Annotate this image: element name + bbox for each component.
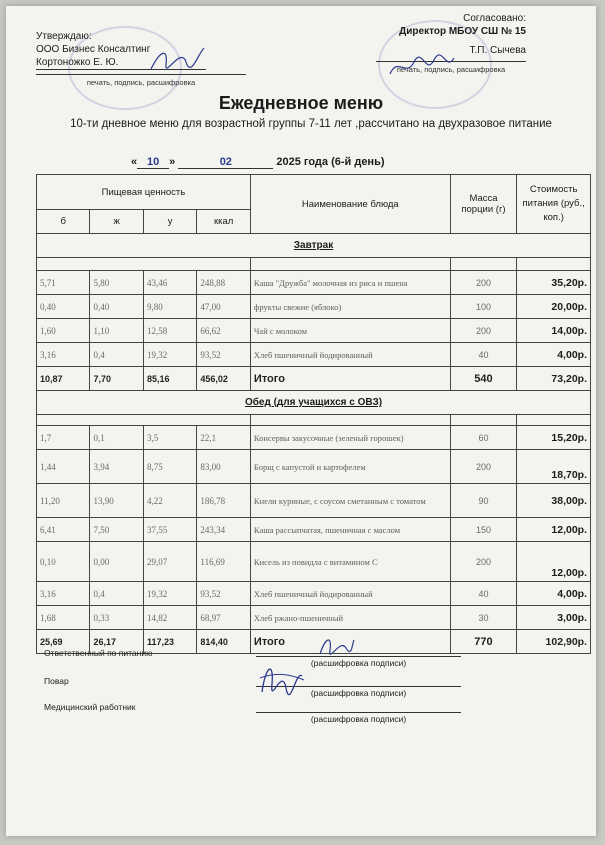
approval-sign-caption: печать, подпись, расшифровка (36, 74, 246, 89)
cell-zh: 1,10 (90, 319, 143, 343)
cell-mass: 200 (450, 450, 517, 484)
cell-u: 43,46 (143, 271, 196, 295)
table-row (37, 271, 591, 295)
page-subtitle: 10-ти дневное меню для возрастной группы 7-11 лет ,рассчитано на двухразовое питание (70, 118, 552, 130)
header-price: Стоимость питания (руб., коп.) (517, 175, 591, 234)
total-kcal: 814,40 (197, 630, 251, 654)
cell-dish: Борщ с капустой и картофелем (250, 450, 450, 484)
cell-b: 3,16 (37, 582, 90, 606)
cell-price: 38,00р. (517, 484, 591, 518)
cell-price: 4,00р. (517, 582, 591, 606)
approval-name: Кортоножко Е. Ю. (36, 56, 206, 70)
cell-kcal: 93,52 (197, 343, 251, 367)
footer-cook-decode: (расшифровка подписи) (256, 686, 461, 698)
cell-price: 12,00р. (517, 518, 591, 542)
cook-signature (256, 658, 306, 698)
cell-b: 11,20 (37, 484, 90, 518)
cell-b: 1,7 (37, 426, 90, 450)
cell-b: 0,40 (37, 295, 90, 319)
section-title: Завтрак (37, 234, 591, 258)
cell-mass: 30 (450, 606, 517, 630)
footer-medic: Медицинский работник (44, 702, 136, 712)
cell-u: 19,32 (143, 343, 196, 367)
cell-kcal: 248,88 (197, 271, 251, 295)
cell-zh: 13,90 (90, 484, 143, 518)
cell-kcal: 243,34 (197, 518, 251, 542)
footer-medic-decode: (расшифровка подписи) (256, 712, 461, 724)
agreement-heading: Согласовано: (463, 13, 526, 24)
total-row (37, 367, 591, 391)
menu-date: « 10 » 02 2025 года (6-й день) (131, 156, 385, 168)
agreement-name: Т.П. Сычева (469, 45, 526, 56)
header-dish: Наименование блюда (250, 175, 450, 234)
agreement-signature (386, 52, 456, 80)
cell-price: 18,70р. (517, 450, 591, 484)
menu-table (36, 174, 591, 654)
cell-mass: 90 (450, 484, 517, 518)
cell-mass: 200 (450, 271, 517, 295)
total-label: Итого (250, 367, 450, 391)
total-b: 25,69 (37, 630, 90, 654)
cell-kcal: 47,00 (197, 295, 251, 319)
total-b: 10,87 (37, 367, 90, 391)
cell-zh: 0,40 (90, 295, 143, 319)
header-u: у (143, 210, 196, 234)
cell-u: 19,32 (143, 582, 196, 606)
header-nutrition: Пищевая ценность (37, 175, 251, 210)
footer-responsible-decode: (расшифровка подписи) (256, 656, 461, 668)
total-mass: 540 (450, 367, 517, 391)
cell-u: 37,55 (143, 518, 196, 542)
total-zh: 7,70 (90, 367, 143, 391)
cell-u: 4,22 (143, 484, 196, 518)
table-row (37, 450, 591, 484)
cell-kcal: 83,00 (197, 450, 251, 484)
cell-price: 20,00р. (517, 295, 591, 319)
responsible-signature (316, 634, 356, 658)
cell-u: 14,82 (143, 606, 196, 630)
cell-u: 8,75 (143, 450, 196, 484)
table-row (37, 518, 591, 542)
table-row (37, 343, 591, 367)
cell-b: 1,68 (37, 606, 90, 630)
page-title: Ежедневное меню (218, 93, 384, 113)
cell-kcal: 93,52 (197, 582, 251, 606)
cell-zh: 5,80 (90, 271, 143, 295)
table-row (37, 542, 591, 582)
cell-b: 6,41 (37, 518, 90, 542)
cell-b: 0,10 (37, 542, 90, 582)
cell-u: 3,5 (143, 426, 196, 450)
cell-mass: 150 (450, 518, 517, 542)
table-row (37, 295, 591, 319)
cell-price: 4,00р. (517, 343, 591, 367)
total-mass: 770 (450, 630, 517, 654)
approval-org: ООО Бизнес Консалтинг (36, 44, 151, 55)
cell-mass: 40 (450, 343, 517, 367)
cell-mass: 200 (450, 319, 517, 343)
cell-mass: 60 (450, 426, 517, 450)
table-row (37, 606, 591, 630)
cell-dish: Хлеб пшеничный йодированный (250, 582, 450, 606)
total-label: Итого (250, 630, 450, 654)
total-zh: 26,17 (90, 630, 143, 654)
cell-price: 15,20р. (517, 426, 591, 450)
cell-u: 12,58 (143, 319, 196, 343)
cell-zh: 0,33 (90, 606, 143, 630)
cell-price: 35,20р. (517, 271, 591, 295)
table-row (37, 484, 591, 518)
cell-zh: 7,50 (90, 518, 143, 542)
approval-signature (146, 44, 206, 74)
total-u: 117,23 (143, 630, 196, 654)
cell-dish: Каша "Дружба" молочная из риса и пшена (250, 271, 450, 295)
cell-b: 1,60 (37, 319, 90, 343)
cell-dish: фрукты свежие (яблоко) (250, 295, 450, 319)
total-u: 85,16 (143, 367, 196, 391)
cell-dish: Чай с молоком (250, 319, 450, 343)
table-row (37, 582, 591, 606)
cell-u: 9,80 (143, 295, 196, 319)
cell-zh: 0,4 (90, 582, 143, 606)
cell-zh: 3,94 (90, 450, 143, 484)
cell-price: 14,00р. (517, 319, 591, 343)
cell-mass: 200 (450, 542, 517, 582)
date-month: 02 (178, 156, 273, 169)
cell-dish: Каша рассыпчатая, пшеничная с маслом (250, 518, 450, 542)
approval-block (36, 30, 246, 89)
cell-dish: Хлеб ржано-пшеничный (250, 606, 450, 630)
header-kcal: ккал (197, 210, 251, 234)
agreement-position: Директор МБОУ СШ № 15 (399, 26, 526, 37)
cell-kcal: 116,69 (197, 542, 251, 582)
cell-price: 3,00р. (517, 606, 591, 630)
cell-dish: Хлеб пшеничный йодированный (250, 343, 450, 367)
cell-kcal: 66,62 (197, 319, 251, 343)
footer-responsible: Ответственный по питанию (44, 648, 153, 658)
total-price: 102,90р. (517, 630, 591, 654)
cell-kcal: 68,97 (197, 606, 251, 630)
cell-dish: Консервы закусочные (зеленый горошек) (250, 426, 450, 450)
section-title: Обед (для учащихся с ОВЗ) (37, 391, 591, 415)
date-year: 2025 года (6-й день) (276, 156, 385, 168)
cell-dish: Кнели куриные, с соусом сметанным с томатом (250, 484, 450, 518)
header-mass: Масса порции (г) (450, 175, 517, 234)
cell-b: 3,16 (37, 343, 90, 367)
cell-b: 5,71 (37, 271, 90, 295)
cell-mass: 100 (450, 295, 517, 319)
cell-zh: 0,4 (90, 343, 143, 367)
cell-price: 12,00р. (517, 542, 591, 582)
cell-zh: 0,00 (90, 542, 143, 582)
header-zh: ж (90, 210, 143, 234)
total-price: 73,20р. (517, 367, 591, 391)
total-kcal: 456,02 (197, 367, 251, 391)
cell-kcal: 22,1 (197, 426, 251, 450)
cell-u: 29,07 (143, 542, 196, 582)
cell-b: 1,44 (37, 450, 90, 484)
header-b: б (37, 210, 90, 234)
table-row (37, 426, 591, 450)
cell-kcal: 186,78 (197, 484, 251, 518)
table-row (37, 319, 591, 343)
footer-cook: Повар (44, 676, 69, 686)
agreement-sign-caption: печать, подпись, расшифровка (376, 61, 526, 76)
approval-heading: Утверждаю: (36, 31, 92, 42)
cell-dish: Кисель из повидла с витамином С (250, 542, 450, 582)
cell-zh: 0,1 (90, 426, 143, 450)
date-day: 10 (137, 156, 169, 169)
cell-mass: 40 (450, 582, 517, 606)
document-page (6, 6, 596, 836)
